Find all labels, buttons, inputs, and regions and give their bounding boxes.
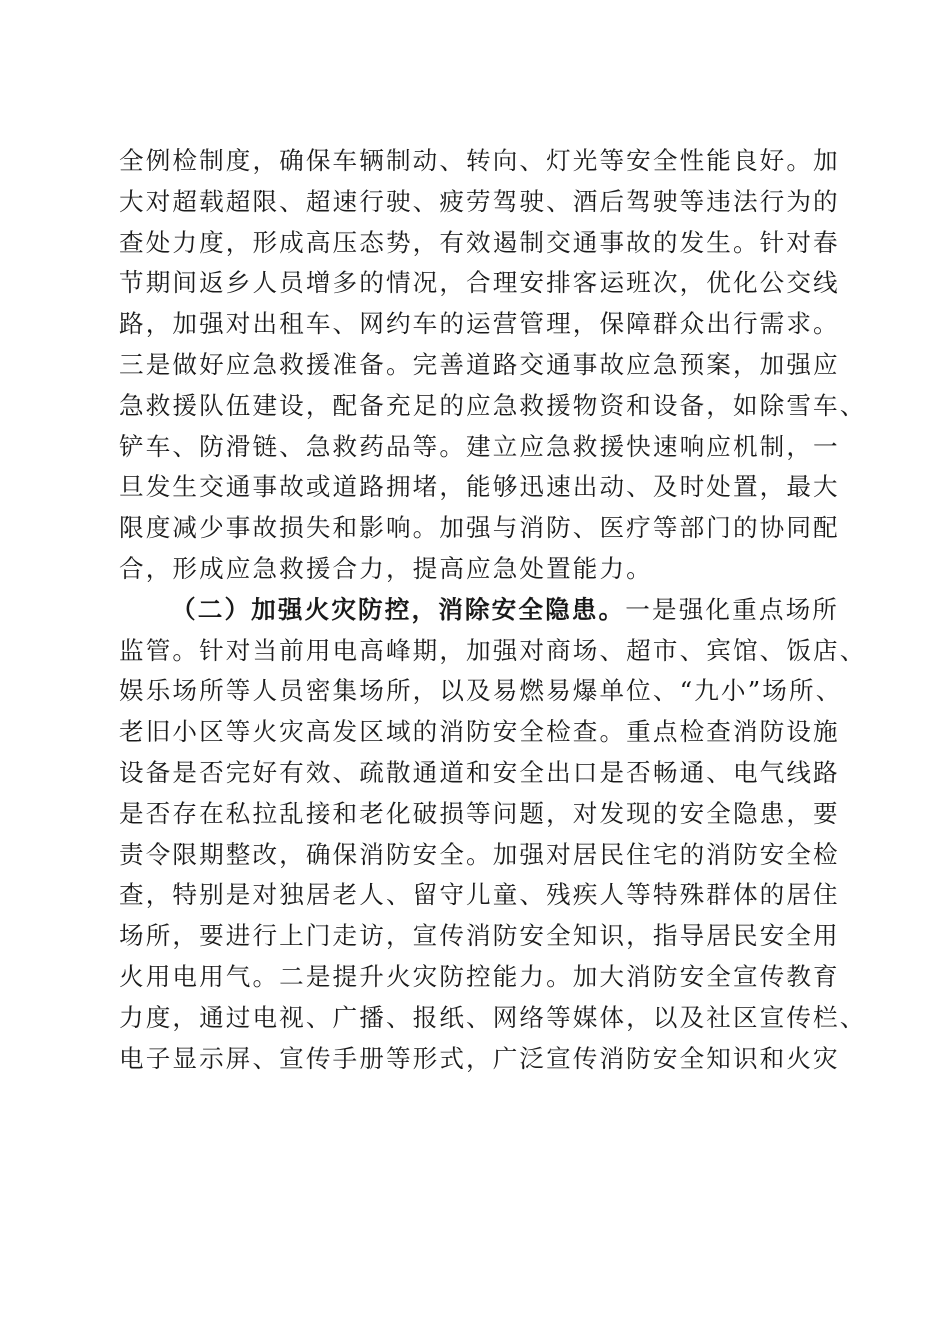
text-line: 合，形成应急救援合力，提高应急处置能力。 [119, 553, 653, 583]
text-line: 娱乐场所等人员密集场所，以及易燃易爆单位、“九小”场所、 [119, 676, 843, 706]
text-line: 场所，要进行上门走访，宣传消防安全知识，指导居民安全用 [119, 921, 840, 951]
text-line: 路，加强对出租车、网约车的运营管理，保障群众出行需求。 [119, 309, 840, 339]
text-line: 全例检制度，确保车辆制动、转向、灯光等安全性能良好。加 [119, 146, 840, 175]
text-line: 旦发生交通事故或道路拥堵，能够迅速出动、及时处置，最大 [119, 472, 840, 502]
text-line: 电子显示屏、宣传手册等形式，广泛宣传消防安全知识和火灾 [119, 1043, 840, 1073]
body-text [119, 141, 867, 1079]
text-line: 力度，通过电视、广播、报纸、网络等媒体，以及社区宣传栏、 [119, 1002, 867, 1032]
section-heading-line [119, 590, 839, 631]
text-line: 设备是否完好有效、疏散通道和安全出口是否畅通、电气线路 [119, 757, 840, 787]
text-line: 监管。针对当前用电高峰期，加强对商场、超市、宾馆、饭店、 [119, 635, 867, 665]
text-line: 查，特别是对独居老人、留守儿童、残疾人等特殊群体的居住 [119, 880, 840, 910]
text-line: 火用电用气。二是提升火灾防控能力。加大消防安全宣传教育 [119, 961, 840, 991]
section-heading: （二）加强火灾防控，消除安全隐患。 [171, 594, 626, 624]
text-line: 节期间返乡人员增多的情况，合理安排客运班次，优化公交线 [119, 268, 840, 298]
text-line: 责令限期整改，确保消防安全。加强对居民住宅的消防安全检 [119, 839, 840, 869]
text-line: 急救援队伍建设，配备充足的应急救援物资和设备，如除雪车、 [119, 390, 867, 420]
text-line: 是否存在私拉乱接和老化破损等问题，对发现的安全隐患，要 [119, 798, 840, 828]
text-run: 一是强化重点场所 [625, 594, 839, 624]
text-line: 限度减少事故损失和影响。加强与消防、医疗等部门的协同配 [119, 513, 840, 543]
text-line: 老旧小区等火灾高发区域的消防安全检查。重点检查消防设施 [119, 717, 840, 747]
text-line: 三是做好应急救援准备。完善道路交通事故应急预案，加强应 [119, 349, 840, 379]
text-line: 查处力度，形成高压态势，有效遏制交通事故的发生。针对春 [119, 227, 840, 257]
text-line: 大对超载超限、超速行驶、疲劳驾驶、酒后驾驶等违法行为的 [119, 186, 840, 216]
text-line: 铲车、防滑链、急救药品等。建立应急救援快速响应机制，一 [119, 431, 840, 461]
